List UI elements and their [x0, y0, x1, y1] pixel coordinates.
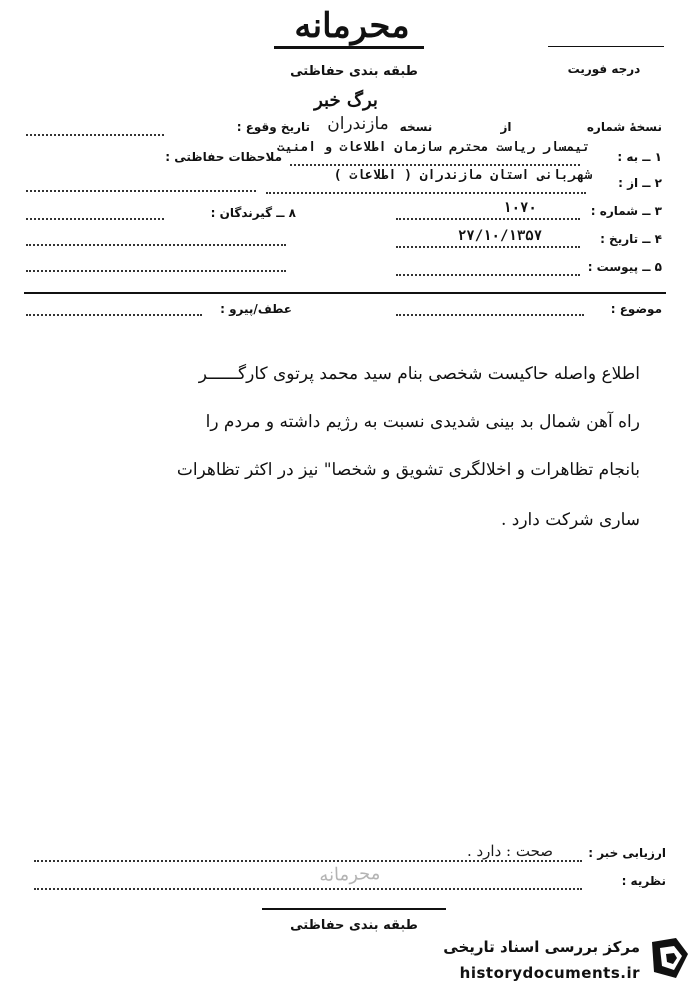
- field-from-label: ۲ ــ از :: [618, 176, 662, 190]
- date-of-occurrence-dots: [26, 134, 164, 136]
- recipients-dots-3: [26, 270, 286, 272]
- field-date-dots: [396, 246, 580, 248]
- archive-url: historydocuments.ir: [459, 964, 640, 982]
- archive-logo: [408, 928, 700, 994]
- body-line: بانجام تظاهرات و اخلالگری تشویق و شخصا" نیز در اکثر تظاهرات: [176, 460, 640, 480]
- evaluation-dots: [34, 860, 582, 862]
- classification-top: طبقه بندی حفاظتی: [290, 64, 418, 79]
- reference-label: عطف/پیرو :: [220, 302, 292, 316]
- date-of-occurrence-label: تاریخ وقوع :: [236, 120, 310, 134]
- recipients-label: ۸ ــ گیرندگان :: [210, 206, 296, 220]
- reference-dots: [26, 314, 202, 316]
- protection-notes-label: ملاحظات حفاظتی :: [165, 150, 282, 164]
- field-from-value: شهربانی استان مازندران ( اطلاعات ): [333, 168, 592, 183]
- recipients-dots-1: [26, 218, 164, 220]
- field-number-label: ۳ ــ شماره :: [590, 204, 662, 218]
- priority-label: درجه فوریت: [567, 62, 641, 76]
- from-label: از: [500, 120, 512, 134]
- subject-label: موضوع :: [610, 302, 662, 316]
- body-line: اطلاع واصله حاکیست شخصی بنام سید محمد پرتوی کارگــــــر: [198, 364, 640, 384]
- field-date-value: ۲۷/۱۰/۱۳۵۷: [457, 228, 543, 244]
- form-title: برگ خبر: [314, 90, 378, 111]
- location-handwritten: مازندران: [327, 114, 389, 134]
- evaluation-label: ارزیابی خبر :: [588, 846, 666, 860]
- body-line: راه آهن شمال بد بینی شدیدی نسبت به رژیم داشته و مردم را: [205, 412, 640, 432]
- recipients-dots-2: [26, 244, 286, 246]
- field-number-value: ۱۰۷۰: [503, 200, 537, 216]
- section-separator: [24, 292, 666, 294]
- field-to-label: ۱ ــ به :: [617, 150, 662, 164]
- copy-number-label: نسخهٔ شماره: [586, 120, 662, 134]
- footer-line: [262, 908, 446, 910]
- field-to-value: تیمسار ریاست محترم سازمان اطلاعات و امنیت: [276, 140, 590, 155]
- copies-label: نسخه: [399, 120, 433, 134]
- field-attachment-label: ۵ ــ پیوست :: [587, 260, 662, 274]
- opinion-label: نظریه :: [621, 874, 666, 888]
- classification-bottom: طبقه بندی حفاظتی: [290, 918, 418, 933]
- document-title: محرمانه: [294, 6, 410, 46]
- evaluation-value: صحت : دارد .: [466, 842, 554, 860]
- field-date-label: ۴ ــ تاریخ :: [600, 232, 662, 246]
- title-underline: [274, 46, 424, 49]
- field-to-dots: [290, 164, 580, 166]
- archive-logo-icon: [646, 934, 694, 982]
- classification-stamp: محرمانه: [318, 862, 381, 887]
- archive-name: مرکز بررسی اسناد تاریخی: [443, 938, 640, 956]
- subject-dots: [396, 314, 584, 316]
- body-line: ساری شرکت دارد .: [500, 510, 640, 530]
- protection-notes-dots: [26, 190, 256, 192]
- field-number-dots: [396, 218, 580, 220]
- field-attachment-dots: [396, 274, 580, 276]
- priority-line: [548, 46, 664, 47]
- field-from-dots: [266, 192, 586, 194]
